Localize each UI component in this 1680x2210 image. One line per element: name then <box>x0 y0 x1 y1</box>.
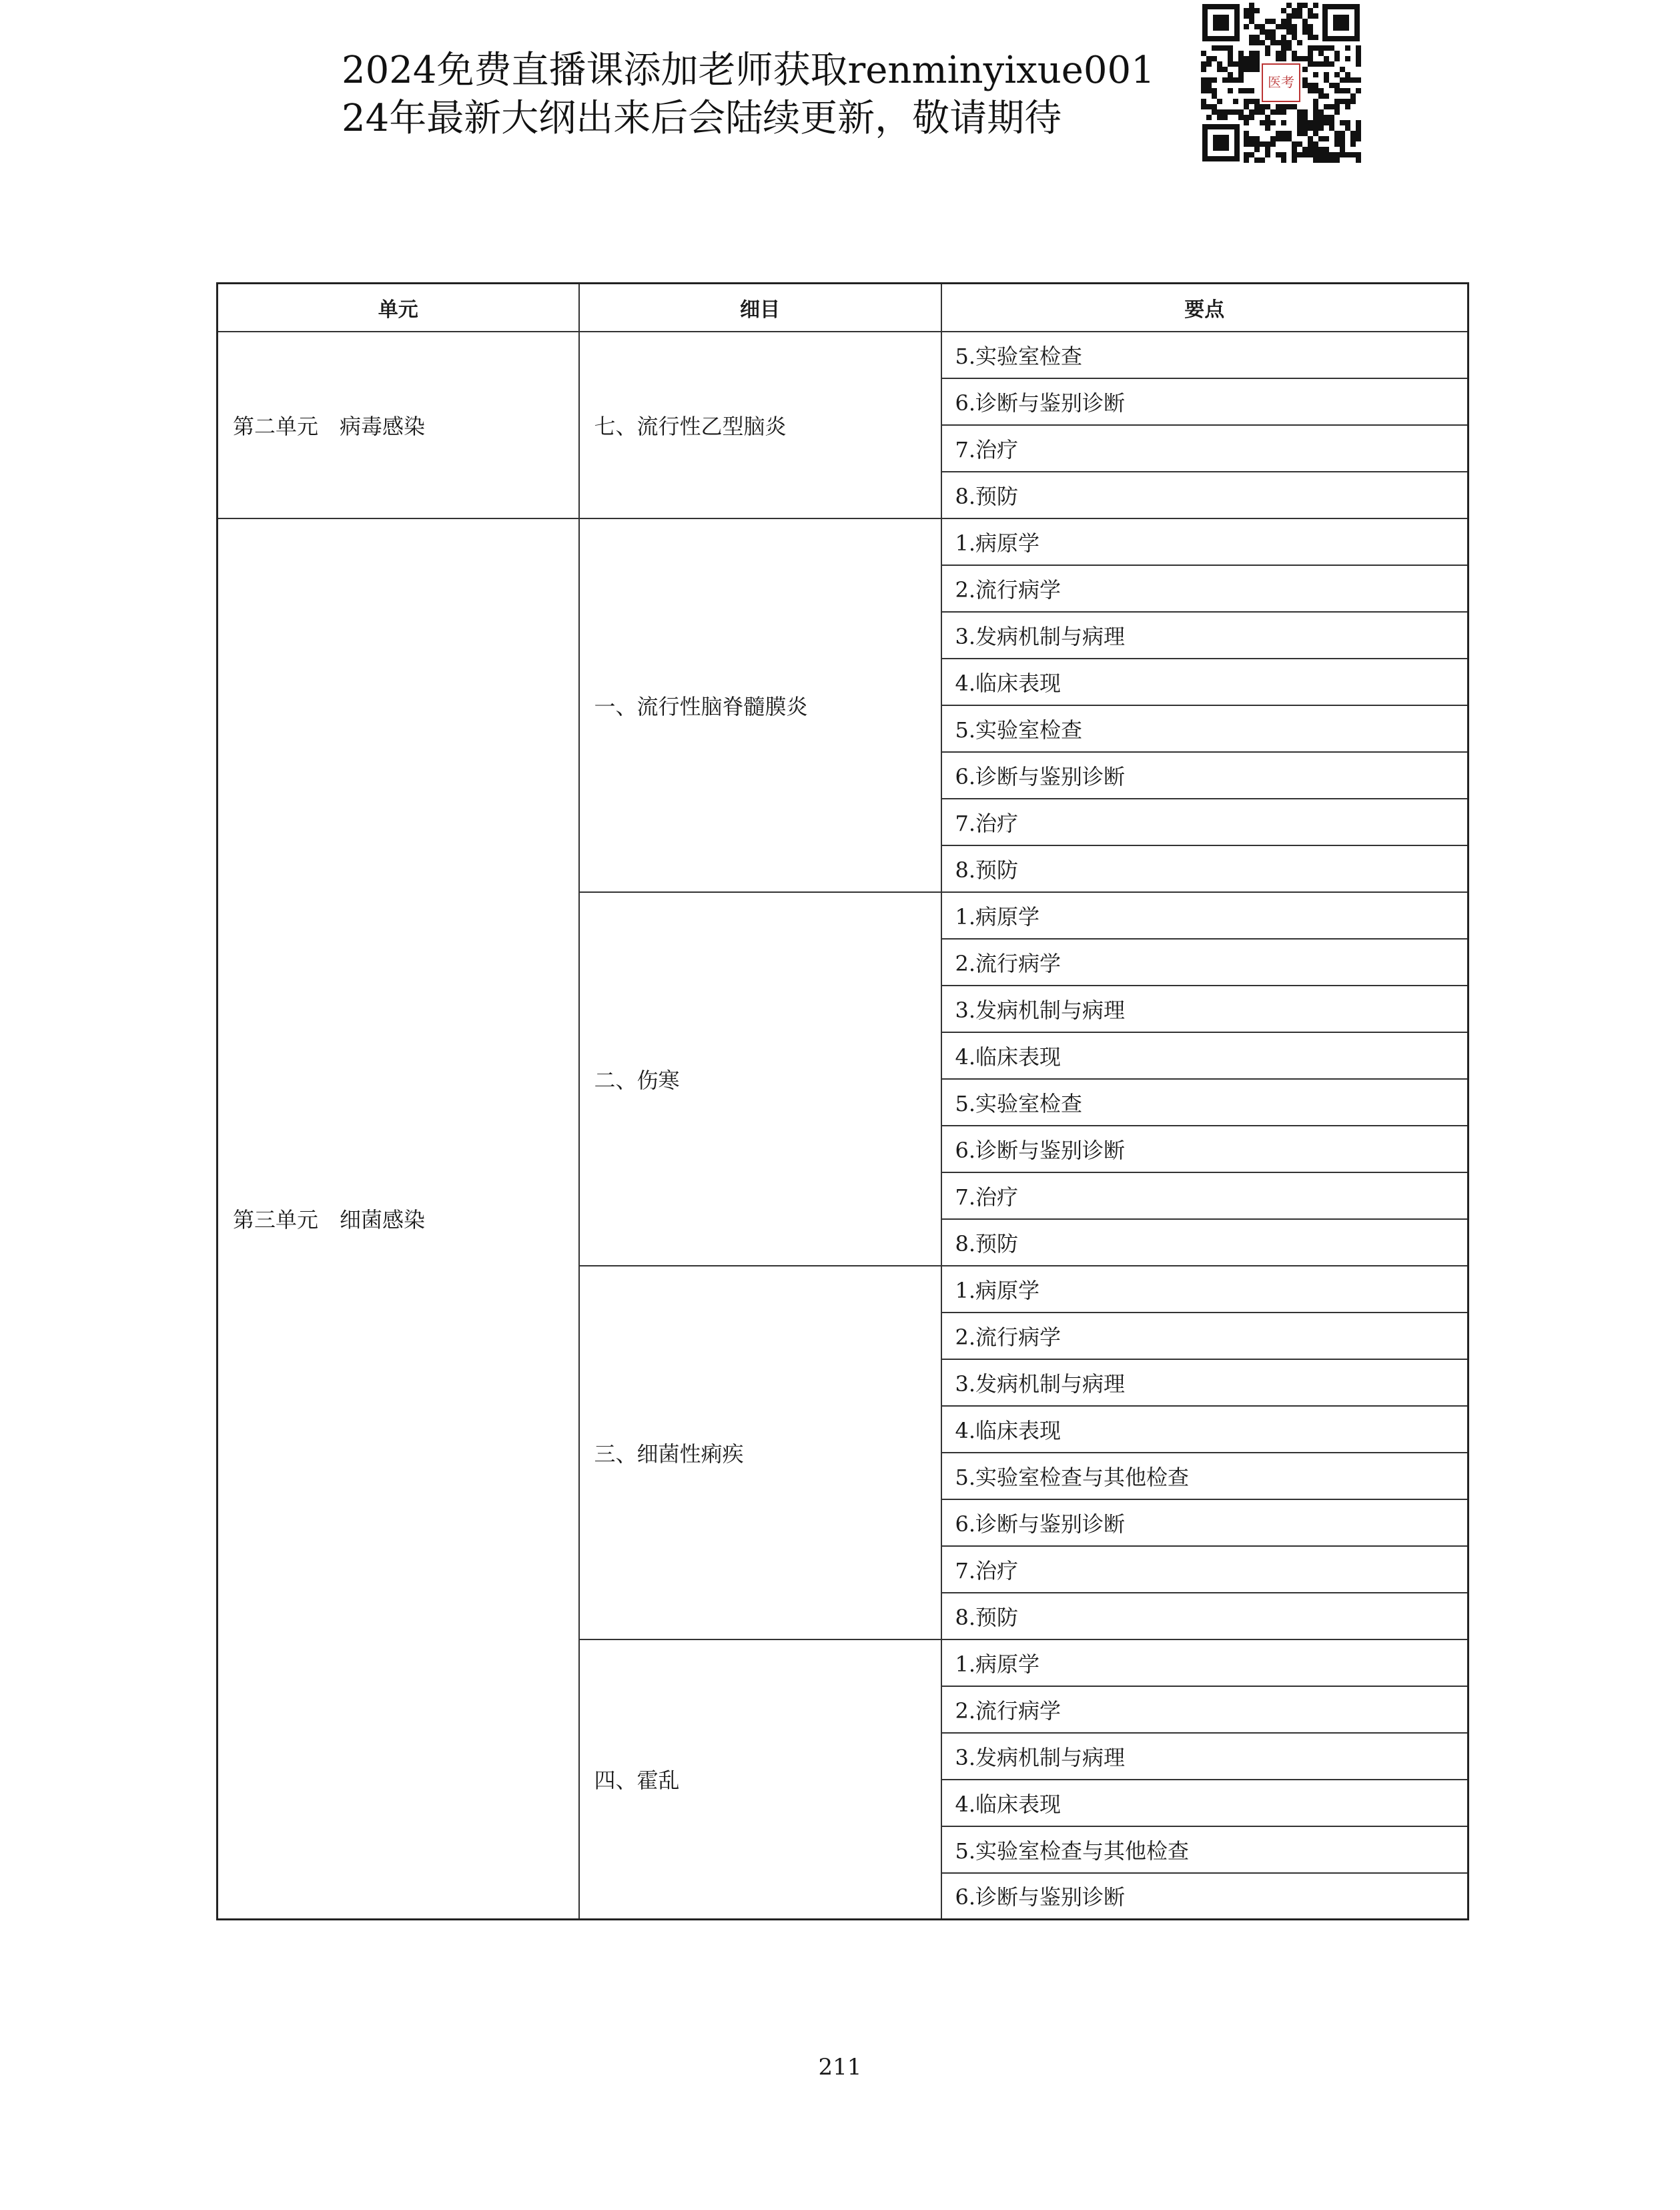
point-cell: 7.治疗 <box>941 799 1468 845</box>
point-cell: 1.病原学 <box>941 892 1468 939</box>
point-cell: 4.临床表现 <box>941 1780 1468 1826</box>
item-cell: 四、霍乱 <box>579 1639 941 1920</box>
point-cell: 6.诊断与鉴别诊断 <box>941 378 1468 425</box>
header-notice <box>342 47 1196 143</box>
point-cell: 6.诊断与鉴别诊断 <box>941 1126 1468 1172</box>
point-cell: 7.治疗 <box>941 1546 1468 1593</box>
point-cell: 2.流行病学 <box>941 939 1468 986</box>
item-cell: 七、流行性乙型脑炎 <box>579 332 941 518</box>
point-cell: 7.治疗 <box>941 425 1468 472</box>
item-cell: 三、细菌性痢疾 <box>579 1266 941 1639</box>
point-cell: 4.临床表现 <box>941 1406 1468 1453</box>
header-line-1: 2024免费直播课添加老师获取renminyixue001 <box>342 49 1155 92</box>
point-cell: 5.实验室检查与其他检查 <box>941 1453 1468 1499</box>
column-header-points: 要点 <box>941 284 1468 332</box>
point-cell: 1.病原学 <box>941 1639 1468 1686</box>
qr-code-icon <box>1201 3 1361 163</box>
column-header-unit: 单元 <box>218 284 579 332</box>
column-header-item: 细目 <box>579 284 941 332</box>
point-cell: 3.发病机制与病理 <box>941 612 1468 659</box>
table-row <box>218 332 1468 378</box>
point-cell: 7.治疗 <box>941 1172 1468 1219</box>
point-cell: 6.诊断与鉴别诊断 <box>941 1499 1468 1546</box>
point-cell: 4.临床表现 <box>941 1032 1468 1079</box>
point-cell: 6.诊断与鉴别诊断 <box>941 1873 1468 1920</box>
point-cell: 2.流行病学 <box>941 1686 1468 1733</box>
point-cell: 1.病原学 <box>941 518 1468 565</box>
point-cell: 3.发病机制与病理 <box>941 1359 1468 1406</box>
point-cell: 3.发病机制与病理 <box>941 986 1468 1032</box>
point-cell: 5.实验室检查 <box>941 705 1468 752</box>
point-cell: 8.预防 <box>941 472 1468 518</box>
qr-logo-text: 医考 <box>1268 74 1294 90</box>
point-cell: 6.诊断与鉴别诊断 <box>941 752 1468 799</box>
syllabus-table <box>216 282 1469 1920</box>
point-cell: 4.临床表现 <box>941 659 1468 705</box>
item-cell: 一、流行性脑脊髓膜炎 <box>579 518 941 892</box>
point-cell: 1.病原学 <box>941 1266 1468 1313</box>
table-row <box>218 518 1468 565</box>
item-cell: 二、伤寒 <box>579 892 941 1266</box>
table-header-row <box>218 284 1468 332</box>
syllabus-table-body <box>218 332 1468 1920</box>
page-number: 211 <box>818 2054 862 2081</box>
point-cell: 2.流行病学 <box>941 565 1468 612</box>
point-cell: 5.实验室检查 <box>941 1079 1468 1126</box>
point-cell: 8.预防 <box>941 1593 1468 1639</box>
unit-cell: 第二单元 病毒感染 <box>218 332 579 518</box>
point-cell: 8.预防 <box>941 1219 1468 1266</box>
unit-cell: 第三单元 细菌感染 <box>218 518 579 1920</box>
header-line-2: 24年最新大纲出来后会陆续更新，敬请期待 <box>342 97 1062 140</box>
point-cell: 2.流行病学 <box>941 1313 1468 1359</box>
point-cell: 8.预防 <box>941 845 1468 892</box>
point-cell: 3.发病机制与病理 <box>941 1733 1468 1780</box>
point-cell: 5.实验室检查 <box>941 332 1468 378</box>
point-cell: 5.实验室检查与其他检查 <box>941 1826 1468 1873</box>
